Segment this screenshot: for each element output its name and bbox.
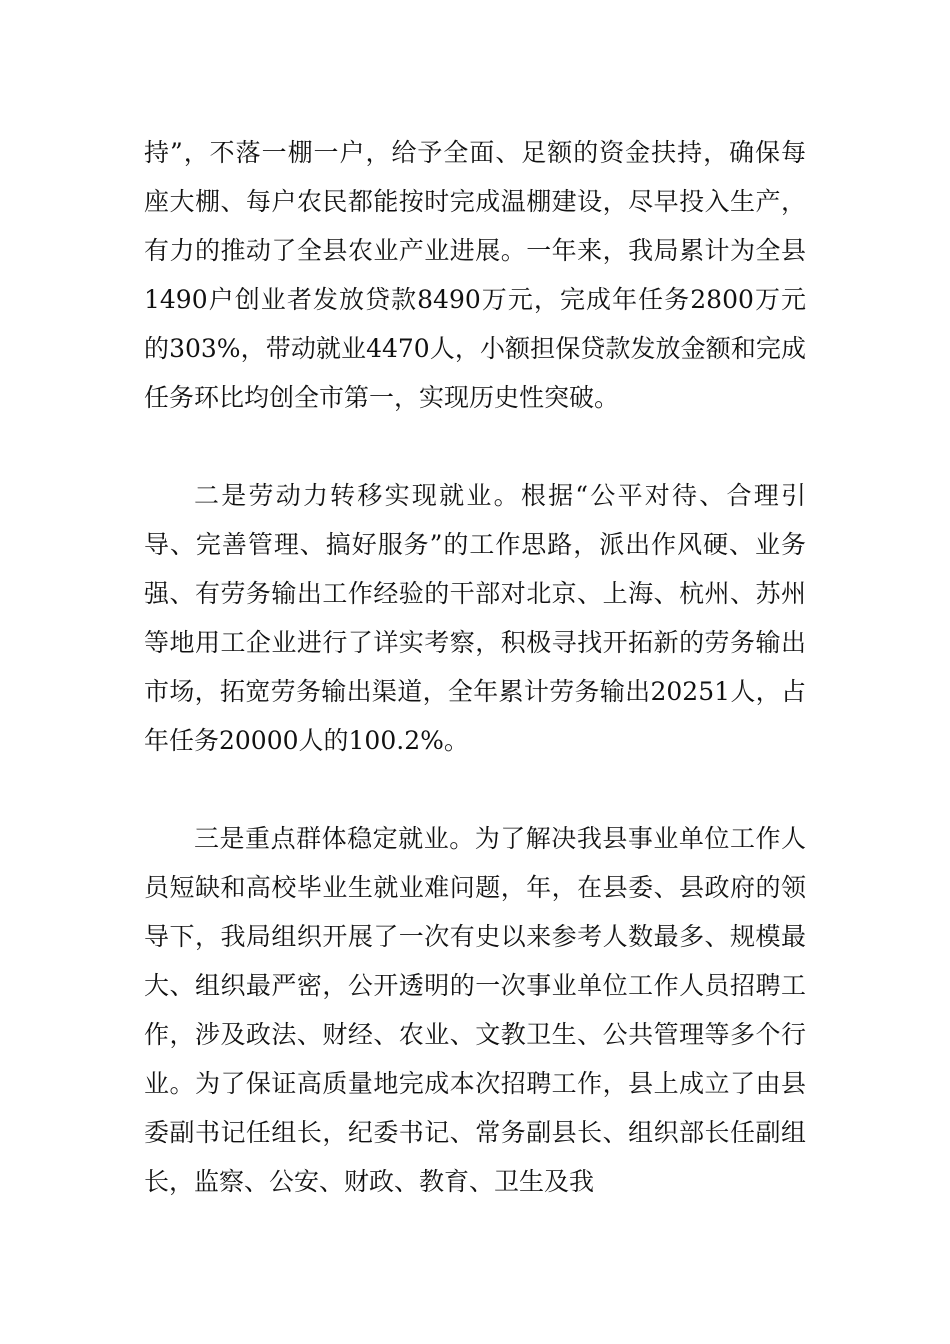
- paragraph-labor-transfer: 二是劳动力转移实现就业。根据“公平对待、合理引导、完善管理、搞好服务”的工作思路，派出作风硬、业务强、有劳务输出工作经验的干部对北京、上海、杭州、苏州等地用工企业进行了详实考察，积极寻找开拓新的劳务输出市场，拓宽劳务输出渠道，全年累计劳务输出20251人，占年任务20000人的100.2%。: [144, 481, 806, 755]
- paragraph-key-groups: 三是重点群体稳定就业。为了解决我县事业单位工作人员短缺和高校毕业生就业难问题，年，在县委、县政府的领导下，我局组织开展了一次有史以来参考人数最多、规模最大、组织最严密，公开透明的一次事业单位工作人员招聘工作，涉及政法、财经、农业、文教卫生、公共管理等多个行业。为了保证高质量地完成本次招聘工作，县上成立了由县委副书记任组长，纪委书记、常务副县长、组织部长任副组长，监察、公安、财政、教育、卫生及我: [144, 824, 806, 1196]
- document-body: [144, 128, 806, 1206]
- paragraph-continued: 持”，不落一棚一户，给予全面、足额的资金扶持，确保每座大棚、每户农民都能按时完成温棚建设，尽早投入生产，有力的推动了全县农业产业进展。一年来，我局累计为全县1490户创业者发放贷款8490万元，完成年任务2800万元的303%，带动就业4470人，小额担保贷款发放金额和完成任务环比均创全市第一，实现历史性突破。: [144, 138, 806, 412]
